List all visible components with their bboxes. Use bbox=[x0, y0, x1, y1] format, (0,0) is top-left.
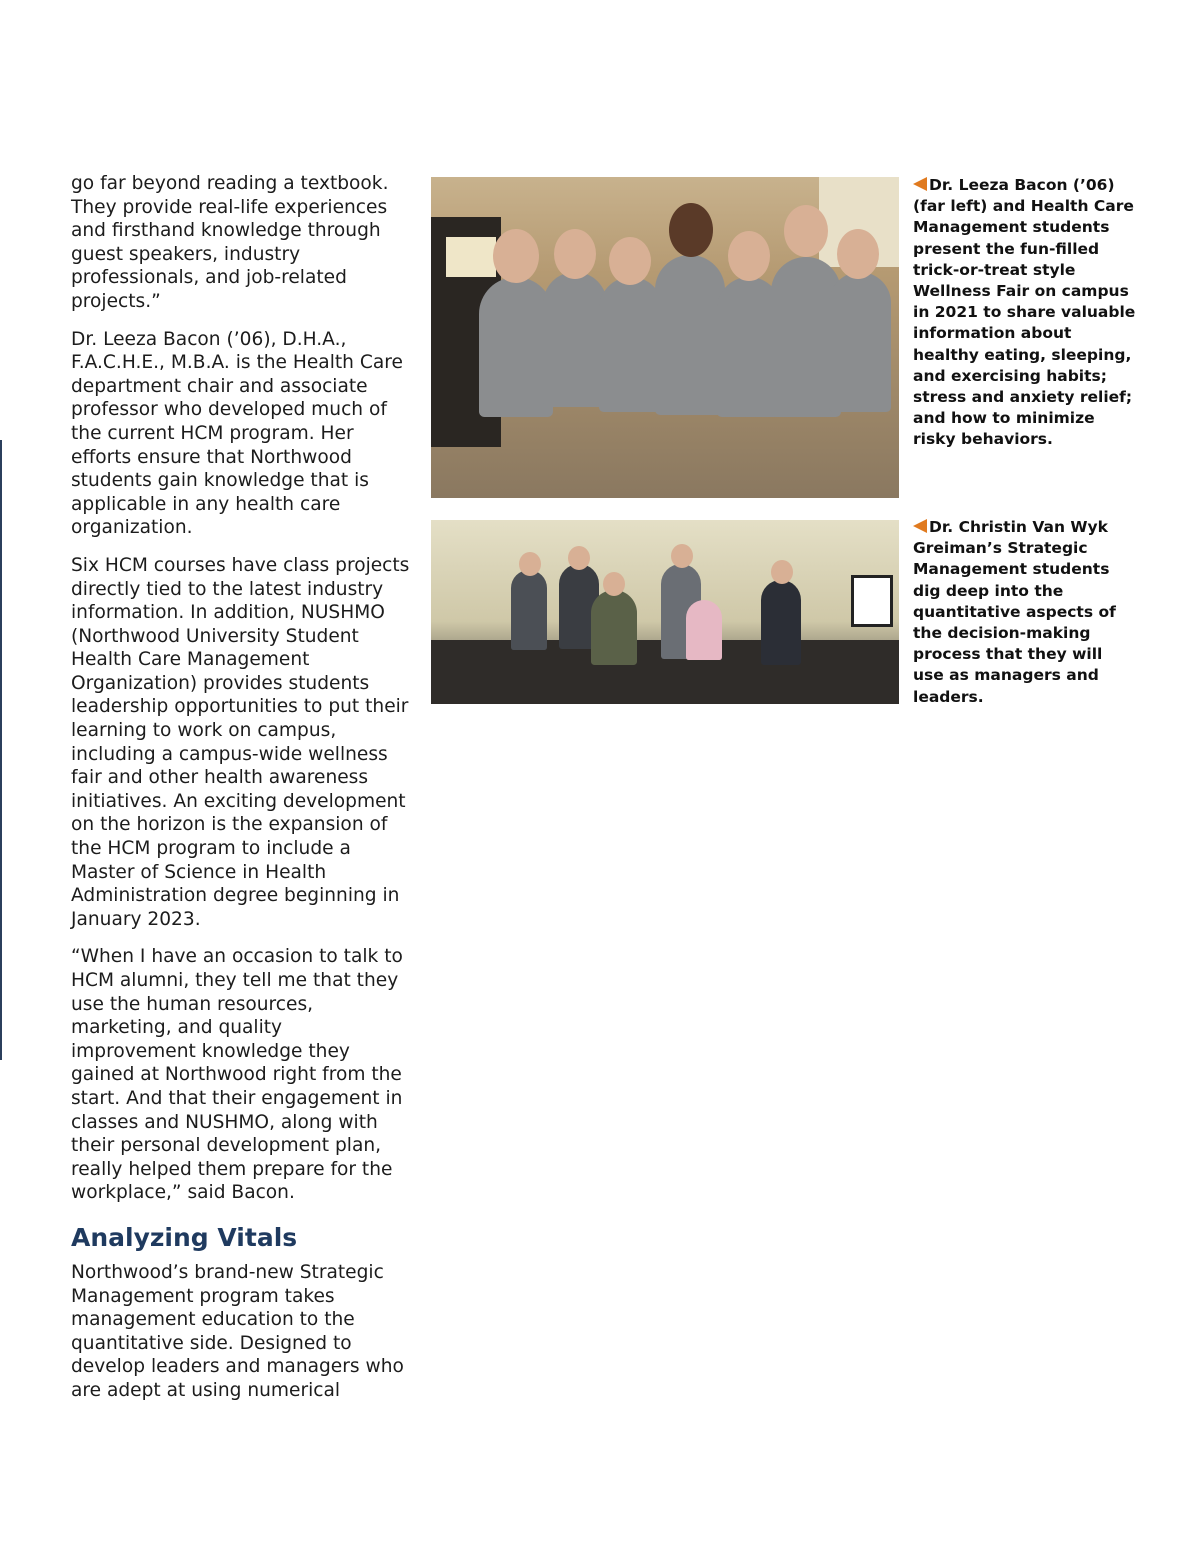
page-edge-rule bbox=[0, 440, 2, 1060]
section-heading: Analyzing Vitals bbox=[71, 1222, 298, 1252]
column-1 bbox=[71, 172, 411, 1417]
photo-caption-1: Dr. Leeza Bacon (’06) (far left) and Health Care Management students present the fun-filled trick-or-treat style Wellness Fair on campus in 2021 to share valuable information about healthy eating, sleeping, and exercising habits; stress and anxiety relief; and how to minimize risky behaviors. bbox=[913, 176, 1136, 449]
strategic-management-class-photo bbox=[431, 520, 899, 704]
col1-paragraph-4: “When I have an occasion to talk to HCM alumni, they tell me that they use the human resources, marketing, and quality improvement knowledge they gained at Northwood right from the start. And that their engagement in classes and NUSHMO, along with their personal development plan, really helped them prepare for the workplace,” said Bacon. bbox=[71, 946, 403, 1204]
caption-pointer-icon bbox=[913, 519, 927, 533]
photo-caption-2: Dr. Christin Van Wyk Greiman’s Strategic Management students dig deep into the quantitative aspects of the decision-making process that they will use as managers and leaders. bbox=[913, 518, 1116, 706]
col1-paragraph-5: Northwood’s brand-new Strategic Management program takes management education to the quantitative side. Designed to develop leaders and managers who are adept at using numerical bbox=[71, 1261, 404, 1401]
wellness-fair-photo bbox=[431, 177, 899, 498]
col1-paragraph-1: go far beyond reading a textbook. They provide real-life experiences and firsthand knowledge through guest speakers, industry professionals, and job-related projects.” bbox=[71, 173, 389, 312]
col1-paragraph-2: Dr. Leeza Bacon (’06), D.H.A., F.A.C.H.E., M.B.A. is the Health Care department chair and associate professor who developed much of the current HCM program. Her efforts ensure that Northwood students gain knowledge that is applicable in any health care organization. bbox=[71, 328, 403, 539]
caption-pointer-icon bbox=[913, 177, 927, 191]
col1-paragraph-3: Six HCM courses have class projects directly tied to the latest industry information. In addition, NUSHMO (Northwood University Student Health Care Management Organization) provides students leadership opportunities to put their learning to work on campus, including a campus-wide wellness fair and other health awareness initiatives. An exciting development on the horizon is the expansion of the HCM program to include a Master of Science in Health Administration degree beginning in January 2023. bbox=[71, 554, 410, 930]
